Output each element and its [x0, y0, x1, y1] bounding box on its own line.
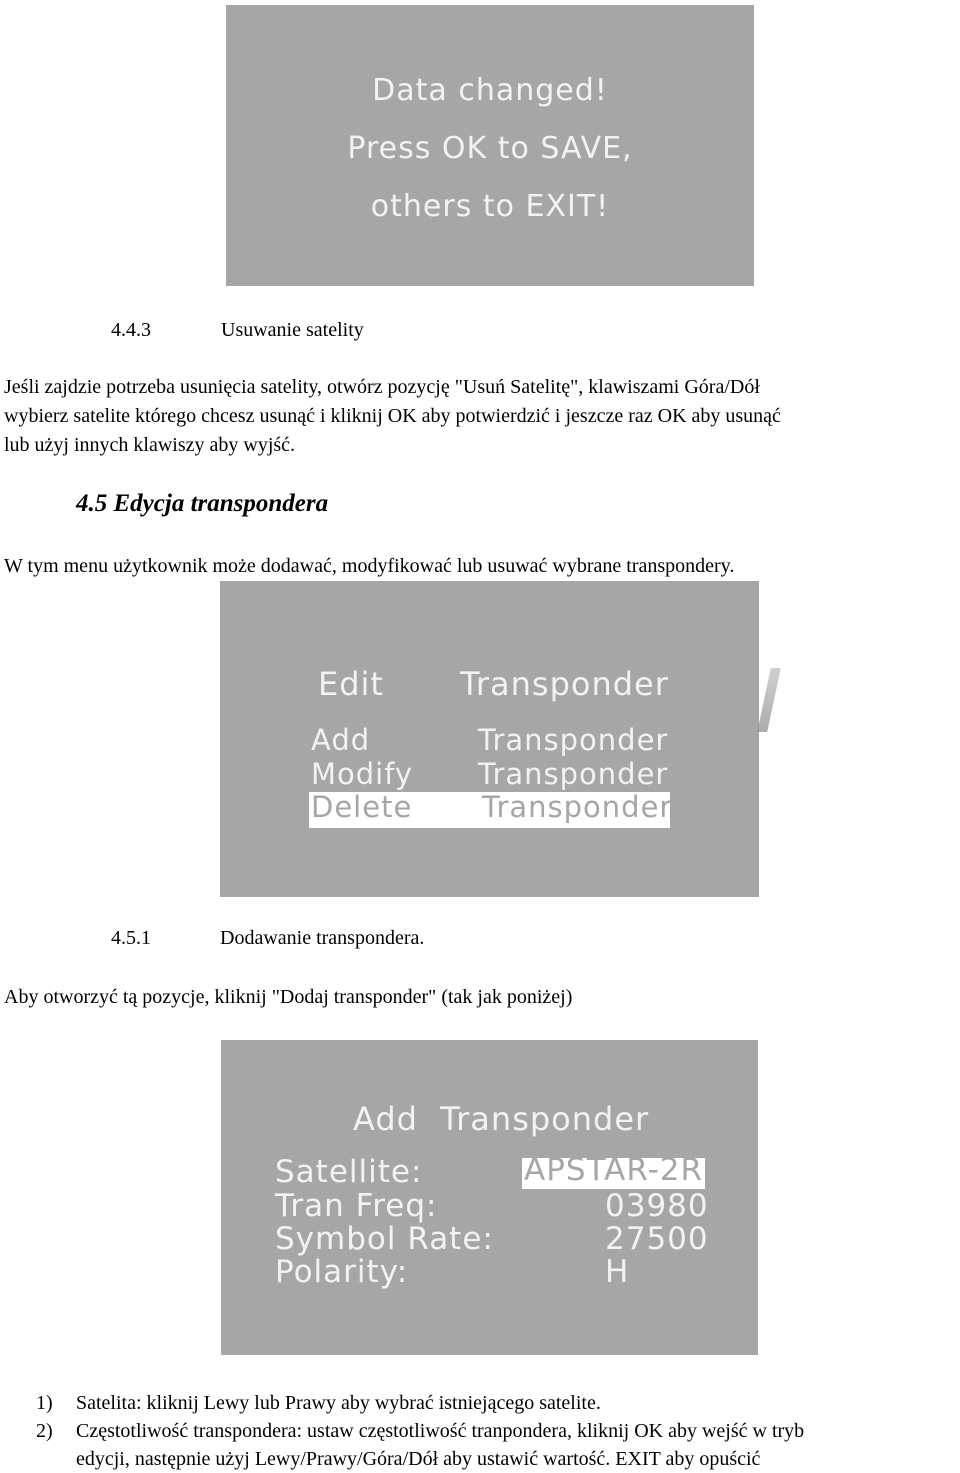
osd-edit-transponder-screen [220, 581, 759, 897]
image-edge-artifact [757, 668, 781, 732]
field-label-satellite: Satellite: [275, 1154, 423, 1190]
list-item-number: 2) [36, 1420, 53, 1442]
section-number-4-4-3: 4.4.3 [111, 319, 151, 341]
menu-item-delete-object: Transponder [482, 790, 673, 824]
field-label-tran-freq: Tran Freq: [275, 1188, 438, 1224]
menu-item-add-object: Transponder [478, 723, 669, 757]
field-value-polarity[interactable]: H [605, 1254, 630, 1290]
paragraph-usuwanie-satelity [4, 373, 960, 460]
section-number-4-5-1: 4.5.1 [111, 927, 151, 949]
paragraph-line: lub użyj innych klawiszy aby wyjść. [4, 434, 296, 456]
list-item-line: Satelita: kliknij Lewy lub Prawy aby wybrać istniejącego satelite. [76, 1392, 601, 1414]
list-item-line: Częstotliwość transpondera: ustaw częstotliwość tranpondera, kliknij OK aby wejść w tryb [76, 1420, 805, 1442]
section-title-dodawanie-transpondera: Dodawanie transpondera. [220, 927, 425, 949]
osd-message-line-1: Data changed! [372, 73, 608, 108]
osd-title-transponder: Transponder [460, 665, 669, 703]
paragraph-line: Jeśli zajdzie potrzeba usunięcia satelity, otwórz pozycję "Usuń Satelitę", klawiszami Góra/Dół [4, 376, 760, 398]
list-item-line: edycji, następnie użyj Lewy/Prawy/Góra/Dół aby ustawić wartość. EXIT aby opuścić [76, 1448, 761, 1470]
field-value-tran-freq[interactable]: 03980 [605, 1188, 709, 1224]
field-value-symbol-rate[interactable]: 27500 [605, 1221, 709, 1257]
field-label-polarity: Polarity: [275, 1254, 409, 1290]
osd-add-transponder-screen [221, 1040, 758, 1355]
list-item [0, 1389, 960, 1417]
menu-item-modify-object: Transponder [478, 757, 669, 791]
field-value-satellite[interactable]: APSTAR-2R [524, 1152, 704, 1188]
list-item-number: 1) [36, 1392, 53, 1414]
osd-data-changed-screen [226, 5, 754, 286]
menu-item-add[interactable]: Add [311, 723, 371, 757]
menu-item-delete[interactable]: Delete [311, 790, 413, 824]
field-label-symbol-rate: Symbol Rate: [275, 1221, 494, 1257]
osd-title-add-transponder: Add Transponder [353, 1100, 650, 1138]
section-heading-edycja-transpondera: 4.5 Edycja transpondera [76, 490, 329, 517]
osd-title-edit: Edit [318, 665, 384, 703]
steps-list [0, 1389, 960, 1473]
paragraph-line: wybierz satelite którego chcesz usunąć i kliknij OK aby potwierdzić i jeszcze raz OK aby usunąć [4, 405, 781, 427]
list-item [0, 1417, 960, 1473]
osd-message-line-2: Press OK to SAVE, [347, 131, 633, 166]
paragraph-dodawanie-transpondera: Aby otworzyć tą pozycje, kliknij "Dodaj transponder" (tak jak poniżej) [4, 986, 573, 1008]
osd-message-line-3: others to EXIT! [370, 189, 610, 224]
menu-item-modify[interactable]: Modify [311, 757, 414, 791]
section-title-usuwanie-satelity: Usuwanie satelity [221, 319, 364, 341]
paragraph-edycja-transpondera: W tym menu użytkownik może dodawać, modyfikować lub usuwać wybrane transpondery. [4, 555, 735, 577]
